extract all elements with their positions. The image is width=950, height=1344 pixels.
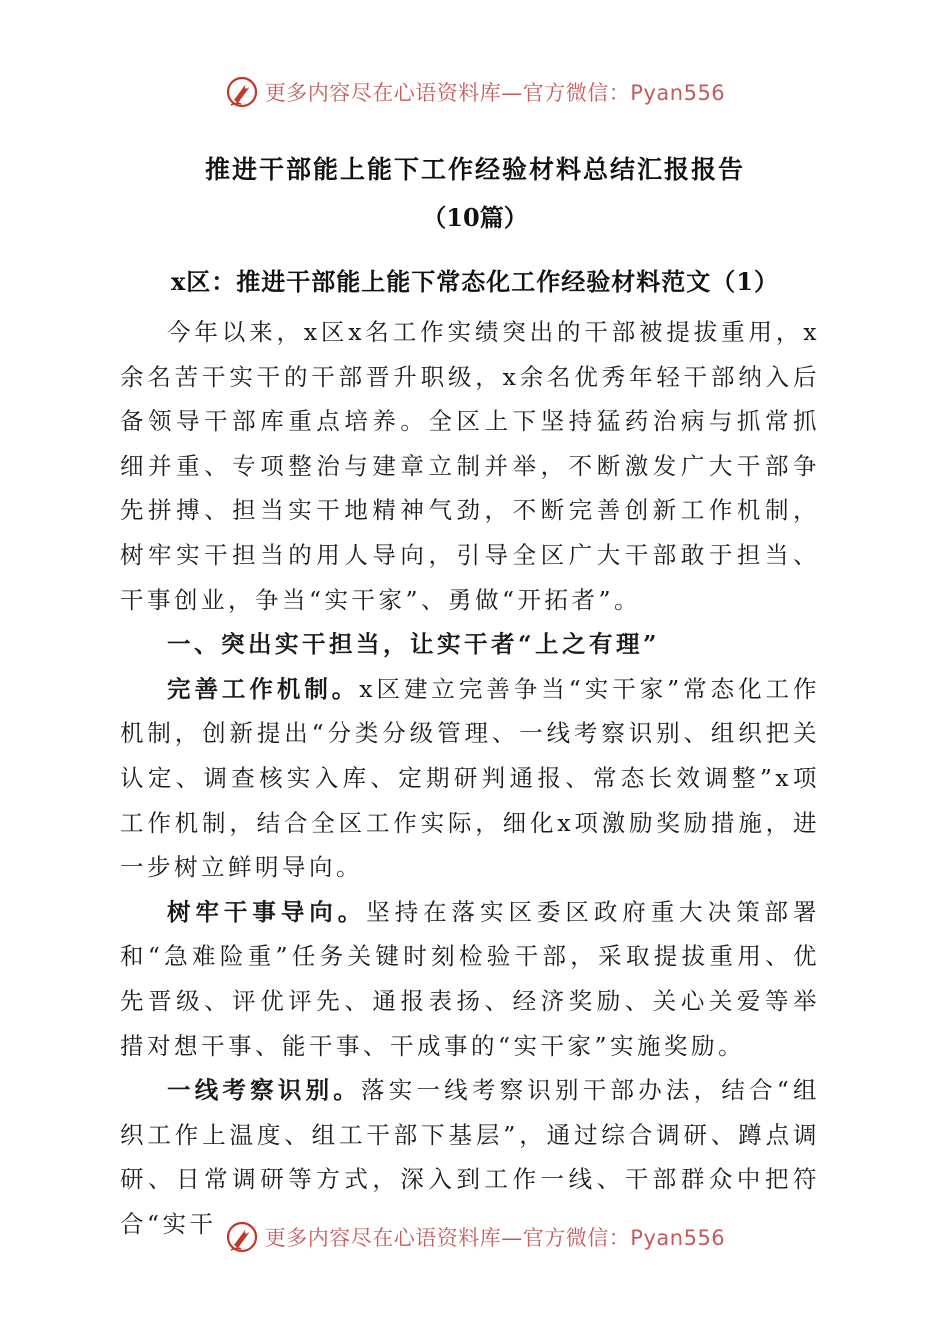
pen-nib-circle-icon [225,75,259,109]
footer-watermark-banner [0,1215,950,1259]
article-subtitle: x区：推进干部能上能下常态化工作经验材料范文（1） [170,267,779,296]
watermark-text: 更多内容尽在心语资料库—官方微信：Pyan556 [264,81,726,105]
paragraph-lead: 一线考察识别。 [167,1076,362,1105]
watermark-text: 更多内容尽在心语资料库—官方微信：Pyan556 [264,1226,726,1250]
paragraph-text: 坚持在落实区委区政府重大决策部署和“急难险重”任务关键时刻检验干部，采取提拔重用、优先晋级、评优评先、通报表扬、经济奖励、关心关爱等举措对想干事、能干事、干成事的“实干家”实施奖励。 [120,897,821,1060]
paragraph-work-orientation [120,890,820,1068]
paragraph-text: x区建立完善争当“实干家”常态化工作机制，创新提出“分类分级管理、一线考察识别、组织把关认定、调查核实入库、定期研判通报、常态长效调整”x项工作机制，结合全区工作实际，细化x项激励奖励措施，进一步树立鲜明导向。 [120,674,821,882]
paragraph-work-mechanism [120,667,820,890]
header-watermark-banner [0,70,950,114]
paragraph-text: 落实一线考察识别干部办法，结合“组织工作上温度、组工干部下基层”，通过综合调研、蹲点调研、日常调研等方式，深入到工作一线、干部群众中把符合“实干 [120,1076,821,1238]
paragraph-lead: 完善工作机制。 [167,674,360,703]
document-title-count: （10篇） [422,203,528,232]
intro-paragraph: 今年以来，x区x名工作实绩突出的干部被提拔重用，x余名苦干实干的干部晋升职级，x余名优秀年轻干部纳入后备领导干部库重点培养。全区上下坚持猛药治病与抓常抓细并重、专项整治与建章立制并举，不断激发广大干部争先拼搏、担当实干地精神气劲，不断完善创新工作机制，树牢实干担当的用人导向，引导全区广大干部敢于担当、干事创业，争当“实干家”、勇做“开拓者”。 [120,318,820,614]
pen-nib-circle-icon [225,1220,259,1254]
section-heading: 一、突出实干担当，让实干者“上之有理” [167,630,661,659]
paragraph-lead: 树牢干事导向。 [167,897,367,926]
document-title: 推进干部能上能下工作经验材料总结汇报报告 [204,155,745,184]
document-body [120,310,820,1246]
